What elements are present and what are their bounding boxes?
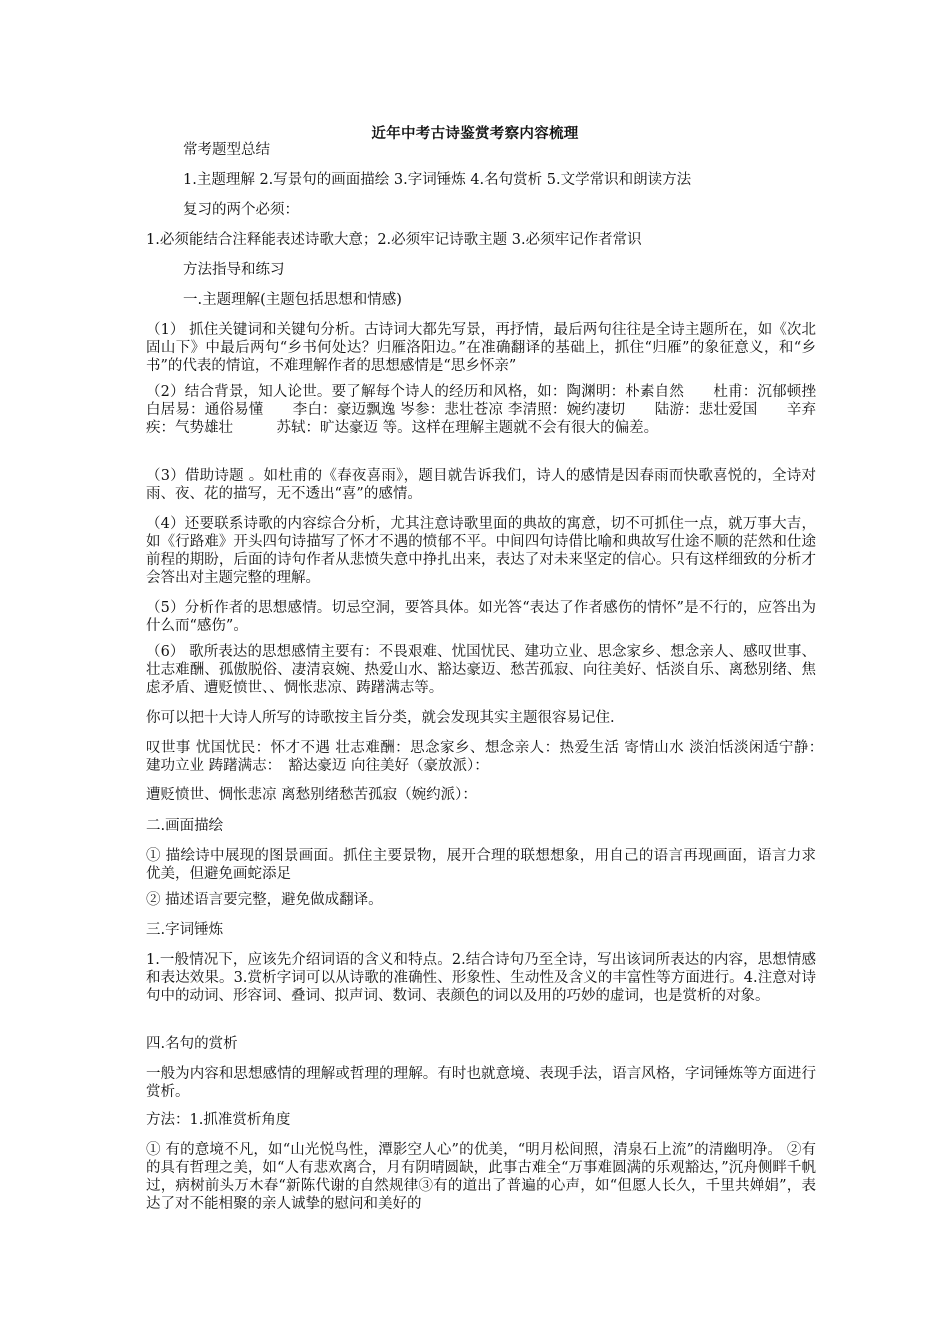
paragraph-7: 你可以把十大诗人所写的诗歌按主旨分类，就会发现其实主题很容易记住. [146, 710, 615, 726]
paragraph-2: （2）结合背景，知人论世。要了解每个诗人的经历和风格，如：陶渊明：朴素自然 杜甫：沉郁顿挫 白居易：通俗易懂 李白：豪迈飘逸 岑参：悲壮苍凉 李清照：婉约凄切 陆游：悲壮爱国 辛弃疾：气势雄壮 苏轼：旷达豪迈 等。这样在理解主题就不会有很大的偏差。 [146, 384, 845, 436]
paragraph-13: 一般为内容和思想感情的理解或哲理的理解。有时也就意境、表现手法，语言风格，字词锤炼等方面进行赏析。 [146, 1066, 816, 1100]
section-2-heading: 二.画面描绘 [146, 818, 224, 834]
document-title: 近年中考古诗鉴赏考察内容梳理 [371, 125, 579, 142]
paragraph-8: 叹世事 忧国忧民：怀才不遇 壮志难酬：思念家乡、想念亲人：热爱生活 寄情山水 淡泊恬淡闲适宁静： 建功立业 踌躇满志： 豁达豪迈 向往美好（豪放派）： [146, 740, 831, 774]
section-3-heading: 三.字词锤炼 [146, 922, 224, 938]
paragraph-15: ① 有的意境不凡，如“山光悦鸟性，潭影空人心”的优美，“明月松间照，清泉石上流”的清幽明净。 ②有的具有哲理之美，如“人有悲欢离合，月有阴晴圆缺，此事古难全“万事难圆满的乐观豁达，”沉舟侧畔千帆过，病树前头万木春“新陈代谢的自然规律③有的道出了普遍的心声，如“但愿人长久，千里共婵娟”，表达了对不能相聚的亲人诚挚的慰问和美好的 [146, 1142, 816, 1212]
paragraph-4: （4）还要联系诗歌的内容综合分析，尤其注意诗歌里面的典故的寓意，切不可抓住一点，就万事大吉，如《行路难》开头四句诗描写了怀才不遇的愤郁不平。中间四句诗借比喻和典故写仕途不顺的茫然和仕途前程的期盼，后面的诗句作者从悲愤失意中挣扎出来，表达了对未来坚定的信心。只有这样细致的分析才会答出对主题完整的理解。 [146, 516, 816, 586]
paragraph-14: 方法：1.抓准赏析角度 [146, 1112, 291, 1128]
section-1-heading: 一.主题理解(主题包括思想和情感) [183, 292, 402, 308]
paragraph-10: ① 描绘诗中展现的图景画面。抓住主要景物，展开合理的联想想象，用自己的语言再现画面，语言力求优美，但避免画蛇添足 [146, 848, 816, 882]
paragraph-9: 遭贬愤世、惆怅悲凉 离愁别绪愁苦孤寂（婉约派）： [146, 787, 477, 803]
types-list: 1.主题理解 2.写景句的画面描绘 3.字词锤炼 4.名句赏析 5.文学常识和朗读方法 [183, 172, 692, 188]
musts-list: 1.必须能结合注释能表述诗歌大意；2.必须牢记诗歌主题 3.必须牢记作者常识 [146, 232, 642, 248]
paragraph-6: （6） 歌所表达的思想感情主要有：不畏艰难、忧国忧民、建功立业、思念家乡、想念亲人、感叹世事、壮志难酬、孤傲脱俗、凄清哀婉、热爱山水、豁达豪迈、愁苦孤寂、向往美好、恬淡自乐、离愁别绪、焦虑矛盾、遭贬愤世、、惆怅悲凉、踌躇满志等。 [146, 644, 816, 696]
paragraph-3: （3）借助诗题 。如杜甫的《春夜喜雨》，题目就告诉我们，诗人的感情是因春雨而快歌喜悦的，全诗对雨、夜、花的描写，无不透出“喜”的感情。 [146, 468, 816, 502]
common-types-label: 常考题型总结 [183, 142, 270, 158]
section-4-heading: 四.名句的赏析 [146, 1036, 238, 1052]
paragraph-5: （5）分析作者的思想感情。切忌空洞，要答具体。如光答“表达了作者感伤的情怀”是不行的，应答出为什么而“感伤”。 [146, 600, 816, 634]
paragraph-11: ② 描述语言要完整，避免做成翻译。 [146, 892, 383, 908]
two-musts-label: 复习的两个必须： [183, 202, 299, 218]
paragraph-12: 1.一般情况下，应该先介绍词语的含义和特点。2.结合诗句乃至全诗，写出该词所表达的内容，思想情感和表达效果。3.赏析字词可以从诗歌的准确性、形象性、生动性及含义的丰富性等方面进行。4.注意对诗句中的动词、形容词、叠词、拟声词、数词、表颜色的词以及用的巧妙的虚词，也是赏析的对象。 [146, 952, 816, 1004]
method-label: 方法指导和练习 [183, 262, 285, 278]
paragraph-1: （1） 抓住关键词和关键句分析。古诗词大都先写景，再抒情，最后两句往往是全诗主题所在，如《次北固山下》中最后两句“乡书何处达？归雁洛阳边。”在准确翻译的基础上，抓住“归雁”的象征意义，和“乡书”的代表的情谊，不难理解作者的思想感情是“思乡怀亲” [146, 322, 816, 374]
